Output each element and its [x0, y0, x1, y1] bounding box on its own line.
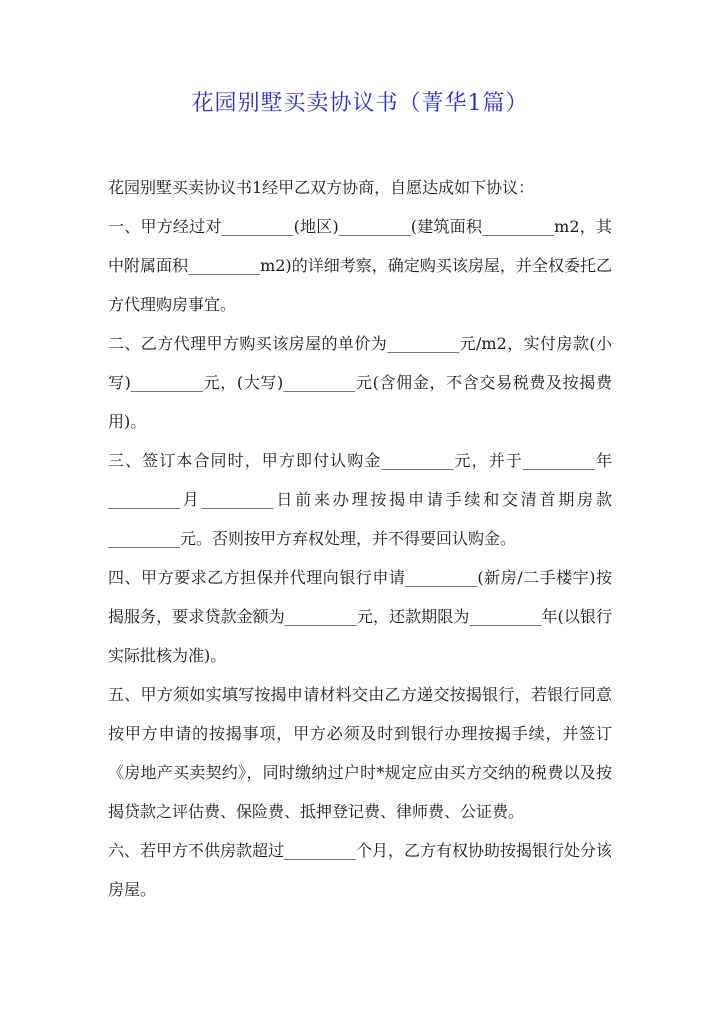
clause-5: 五、甲方须如实填写按揭申请材料交由乙方递交按揭银行，若银行同意按甲方申请的按揭事项，甲方必须及时到银行办理按揭手续，并签订《房地产买卖契约》，同时缴纳过户时*规定应由买方交纳的税费以及按揭贷款之评估费、保险费、抵押登记费、律师费、公证费。: [108, 685, 612, 821]
intro-paragraph: 花园别墅买卖协议书1经甲乙双方协商，自愿达成如下协议：: [108, 178, 535, 197]
clause-6: 六、若甲方不供房款超过_________个月，乙方有权协助按揭银行处分该房屋。: [108, 841, 613, 899]
clause-2: 二、乙方代理甲方购买该房屋的单价为_________元/m2，实付房款(小写)_________元，(大写)_________元(含佣金，不含交易税费及按揭费用)。: [108, 334, 612, 431]
clause-3: 三、签订本合同时，甲方即付认购金_________元，并于_________年_________月_________日前来办理按揭申请手续和交清首期房款_________元。否则按甲方弃权处理，并不得要回认购金。: [108, 451, 612, 548]
clause-1: 一、甲方经过对_________(地区)_________(建筑面积_________m2，其中附属面积_________m2)的详细考察，确定购买该房屋，并全权委托乙方代理购房事宜。: [108, 217, 612, 314]
document-title: 花园别墅买卖协议书（菁华1篇）: [191, 91, 529, 116]
clause-4: 四、甲方要求乙方担保并代理向银行申请_________(新房/二手楼宇)按揭服务，要求贷款金额为_________元，还款期限为_________年(以银行实际批核为准)。: [108, 568, 612, 665]
document-body: [108, 168, 612, 909]
